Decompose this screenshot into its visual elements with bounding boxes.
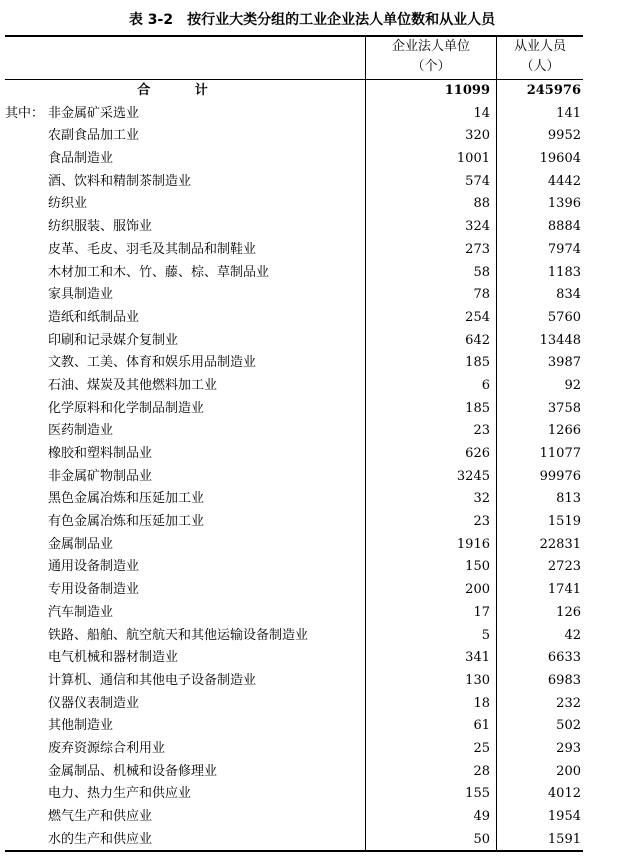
employees-cell: 1741 bbox=[547, 582, 581, 598]
employees-cell: 92 bbox=[564, 377, 581, 393]
units-cell: 32 bbox=[473, 491, 490, 507]
units-cell: 273 bbox=[465, 241, 490, 257]
industry-name: 金属制品、机械和设备修理业 bbox=[48, 763, 218, 779]
table-row bbox=[0, 171, 624, 194]
table-row bbox=[0, 488, 624, 511]
employees-cell: 9952 bbox=[547, 128, 581, 144]
units-cell: 324 bbox=[465, 219, 490, 235]
industry-name: 废弃资源综合利用业 bbox=[48, 740, 166, 756]
table-row bbox=[0, 670, 624, 693]
header-employees-line2: （人） bbox=[520, 59, 560, 74]
employees-cell: 4442 bbox=[547, 173, 581, 189]
table-row bbox=[0, 647, 624, 670]
header-employees-line1: 从业人员 bbox=[513, 39, 566, 54]
table-row bbox=[0, 262, 624, 285]
units-cell: 78 bbox=[473, 287, 490, 303]
table-row bbox=[0, 693, 624, 716]
units-cell: 50 bbox=[473, 831, 490, 847]
industry-name: 专用设备制造业 bbox=[48, 582, 140, 598]
total-employees: 245976 bbox=[526, 83, 581, 98]
units-cell: 23 bbox=[473, 514, 490, 530]
units-cell: 320 bbox=[465, 128, 490, 144]
employees-cell: 19604 bbox=[539, 151, 581, 167]
table-row bbox=[0, 511, 624, 534]
industry-name: 造纸和纸制品业 bbox=[48, 309, 140, 325]
units-cell: 254 bbox=[465, 309, 490, 325]
industry-name: 印刷和记录媒介复制业 bbox=[48, 332, 179, 348]
industry-name: 水的生产和供应业 bbox=[48, 831, 153, 847]
units-cell: 150 bbox=[465, 559, 490, 575]
table-row bbox=[0, 761, 624, 784]
table-number: 表 3-2 bbox=[128, 12, 174, 28]
employees-cell: 293 bbox=[556, 740, 581, 756]
employees-cell: 22831 bbox=[539, 536, 581, 552]
table-row bbox=[0, 284, 624, 307]
table-title-text: 按行业大类分组的工业企业法人单位数和从业人员 bbox=[187, 12, 496, 28]
total-row bbox=[0, 80, 624, 103]
industry-name: 其他制造业 bbox=[48, 718, 114, 734]
employees-cell: 5760 bbox=[547, 309, 581, 325]
units-cell: 185 bbox=[465, 400, 490, 416]
industry-name: 燃气生产和供应业 bbox=[48, 809, 153, 824]
total-label: 合 计 bbox=[137, 83, 228, 98]
table-row bbox=[0, 103, 624, 126]
units-cell: 3245 bbox=[456, 468, 490, 484]
industry-name: 非金属矿物制品业 bbox=[48, 468, 153, 484]
employees-cell: 3987 bbox=[547, 355, 581, 371]
units-cell: 49 bbox=[473, 809, 490, 824]
industry-name: 纺织业 bbox=[48, 196, 88, 212]
table-row bbox=[0, 330, 624, 353]
employees-cell: 126 bbox=[556, 604, 581, 620]
units-cell: 1001 bbox=[456, 151, 490, 167]
industry-name: 橡胶和塑料制品业 bbox=[48, 446, 153, 461]
employees-cell: 141 bbox=[556, 105, 581, 121]
employees-cell: 8884 bbox=[547, 219, 581, 235]
employees-cell: 232 bbox=[556, 695, 581, 711]
units-cell: 61 bbox=[473, 718, 490, 734]
table-row bbox=[0, 307, 624, 330]
industry-name: 皮革、毛皮、羽毛及其制品和制鞋业 bbox=[48, 241, 257, 257]
units-cell: 18 bbox=[473, 695, 490, 711]
units-cell: 626 bbox=[465, 446, 490, 461]
table-row bbox=[0, 738, 624, 761]
industry-name: 仪器仪表制造业 bbox=[48, 695, 140, 711]
employees-cell: 834 bbox=[556, 287, 581, 303]
table-body bbox=[0, 80, 624, 851]
industry-name: 非金属矿采选业 bbox=[48, 105, 140, 121]
total-units: 11099 bbox=[444, 83, 490, 98]
header-units-line2: （个） bbox=[411, 59, 451, 74]
table-row bbox=[0, 216, 624, 239]
units-cell: 25 bbox=[473, 740, 490, 756]
table-row bbox=[0, 239, 624, 262]
industry-name: 有色金属冶炼和压延加工业 bbox=[48, 514, 205, 530]
table-row bbox=[0, 602, 624, 625]
industry-name: 农副食品加工业 bbox=[48, 128, 140, 144]
employees-cell: 813 bbox=[556, 491, 581, 507]
table-row bbox=[0, 715, 624, 738]
industry-name: 酒、饮料和精制茶制造业 bbox=[48, 173, 192, 189]
employees-cell: 42 bbox=[564, 627, 581, 643]
units-cell: 155 bbox=[465, 786, 490, 802]
industry-name: 电力、热力生产和供应业 bbox=[48, 786, 192, 802]
employees-cell: 1183 bbox=[547, 264, 581, 280]
employees-cell: 1591 bbox=[547, 831, 581, 847]
employees-cell: 1519 bbox=[547, 514, 581, 530]
table-row bbox=[0, 148, 624, 171]
employees-cell: 1266 bbox=[547, 423, 581, 439]
row-prefix: 其中： bbox=[5, 105, 45, 121]
header-units-line1: 企业法人单位 bbox=[391, 39, 470, 54]
table-row bbox=[0, 125, 624, 148]
units-cell: 14 bbox=[473, 105, 490, 121]
employees-cell: 4012 bbox=[547, 786, 581, 802]
employees-cell: 99976 bbox=[539, 468, 581, 484]
units-cell: 17 bbox=[473, 604, 490, 620]
employees-cell: 200 bbox=[556, 763, 581, 779]
employees-cell: 11077 bbox=[539, 446, 581, 461]
units-cell: 130 bbox=[465, 672, 490, 688]
table-row bbox=[0, 420, 624, 443]
units-cell: 1916 bbox=[456, 536, 490, 552]
industry-name: 化学原料和化学制品制造业 bbox=[48, 400, 205, 416]
header-employees bbox=[497, 37, 583, 79]
employees-cell: 7974 bbox=[547, 241, 581, 257]
industry-name: 医药制造业 bbox=[48, 423, 114, 439]
units-cell: 200 bbox=[465, 582, 490, 598]
table-row bbox=[0, 783, 624, 806]
table-row bbox=[0, 398, 624, 421]
units-cell: 23 bbox=[473, 423, 490, 439]
units-cell: 574 bbox=[465, 173, 490, 189]
employees-cell: 13448 bbox=[539, 332, 581, 348]
employees-cell: 6983 bbox=[547, 672, 581, 688]
table-title bbox=[0, 10, 624, 30]
units-cell: 28 bbox=[473, 763, 490, 779]
table-row bbox=[0, 443, 624, 466]
industry-name: 文教、工美、体育和娱乐用品制造业 bbox=[48, 355, 257, 371]
industry-name: 黑色金属冶炼和压延加工业 bbox=[48, 491, 205, 507]
industry-name: 家具制造业 bbox=[48, 287, 114, 303]
table-row bbox=[0, 625, 624, 648]
industry-name: 通用设备制造业 bbox=[48, 559, 140, 575]
industry-name: 石油、煤炭及其他燃料加工业 bbox=[48, 377, 218, 393]
units-cell: 88 bbox=[473, 196, 490, 212]
industry-name: 电气机械和器材制造业 bbox=[48, 650, 179, 666]
units-cell: 6 bbox=[481, 377, 490, 393]
table-row bbox=[0, 806, 624, 829]
employees-cell: 1396 bbox=[547, 196, 581, 212]
employees-cell: 1954 bbox=[547, 809, 581, 824]
table-row bbox=[0, 556, 624, 579]
employees-cell: 502 bbox=[556, 718, 581, 734]
table-row bbox=[0, 534, 624, 557]
units-cell: 642 bbox=[465, 332, 490, 348]
table-row bbox=[0, 829, 624, 852]
table-row bbox=[0, 579, 624, 602]
industry-name: 铁路、船舶、航空航天和其他运输设备制造业 bbox=[48, 627, 309, 643]
industry-name: 纺织服装、服饰业 bbox=[48, 219, 153, 235]
table-row bbox=[0, 193, 624, 216]
header-units bbox=[366, 37, 496, 79]
industry-name: 汽车制造业 bbox=[48, 604, 114, 620]
units-cell: 185 bbox=[465, 355, 490, 371]
industry-name: 金属制品业 bbox=[48, 536, 114, 552]
units-cell: 5 bbox=[481, 627, 490, 643]
employees-cell: 2723 bbox=[547, 559, 581, 575]
table-row bbox=[0, 352, 624, 375]
table-row bbox=[0, 375, 624, 398]
industry-name: 计算机、通信和其他电子设备制造业 bbox=[48, 672, 257, 688]
employees-cell: 3758 bbox=[547, 400, 581, 416]
industry-name: 木材加工和木、竹、藤、棕、草制品业 bbox=[48, 264, 270, 280]
units-cell: 341 bbox=[465, 650, 490, 666]
industry-name: 食品制造业 bbox=[48, 151, 114, 167]
table-row bbox=[0, 466, 624, 489]
units-cell: 58 bbox=[473, 264, 490, 280]
employees-cell: 6633 bbox=[547, 650, 581, 666]
